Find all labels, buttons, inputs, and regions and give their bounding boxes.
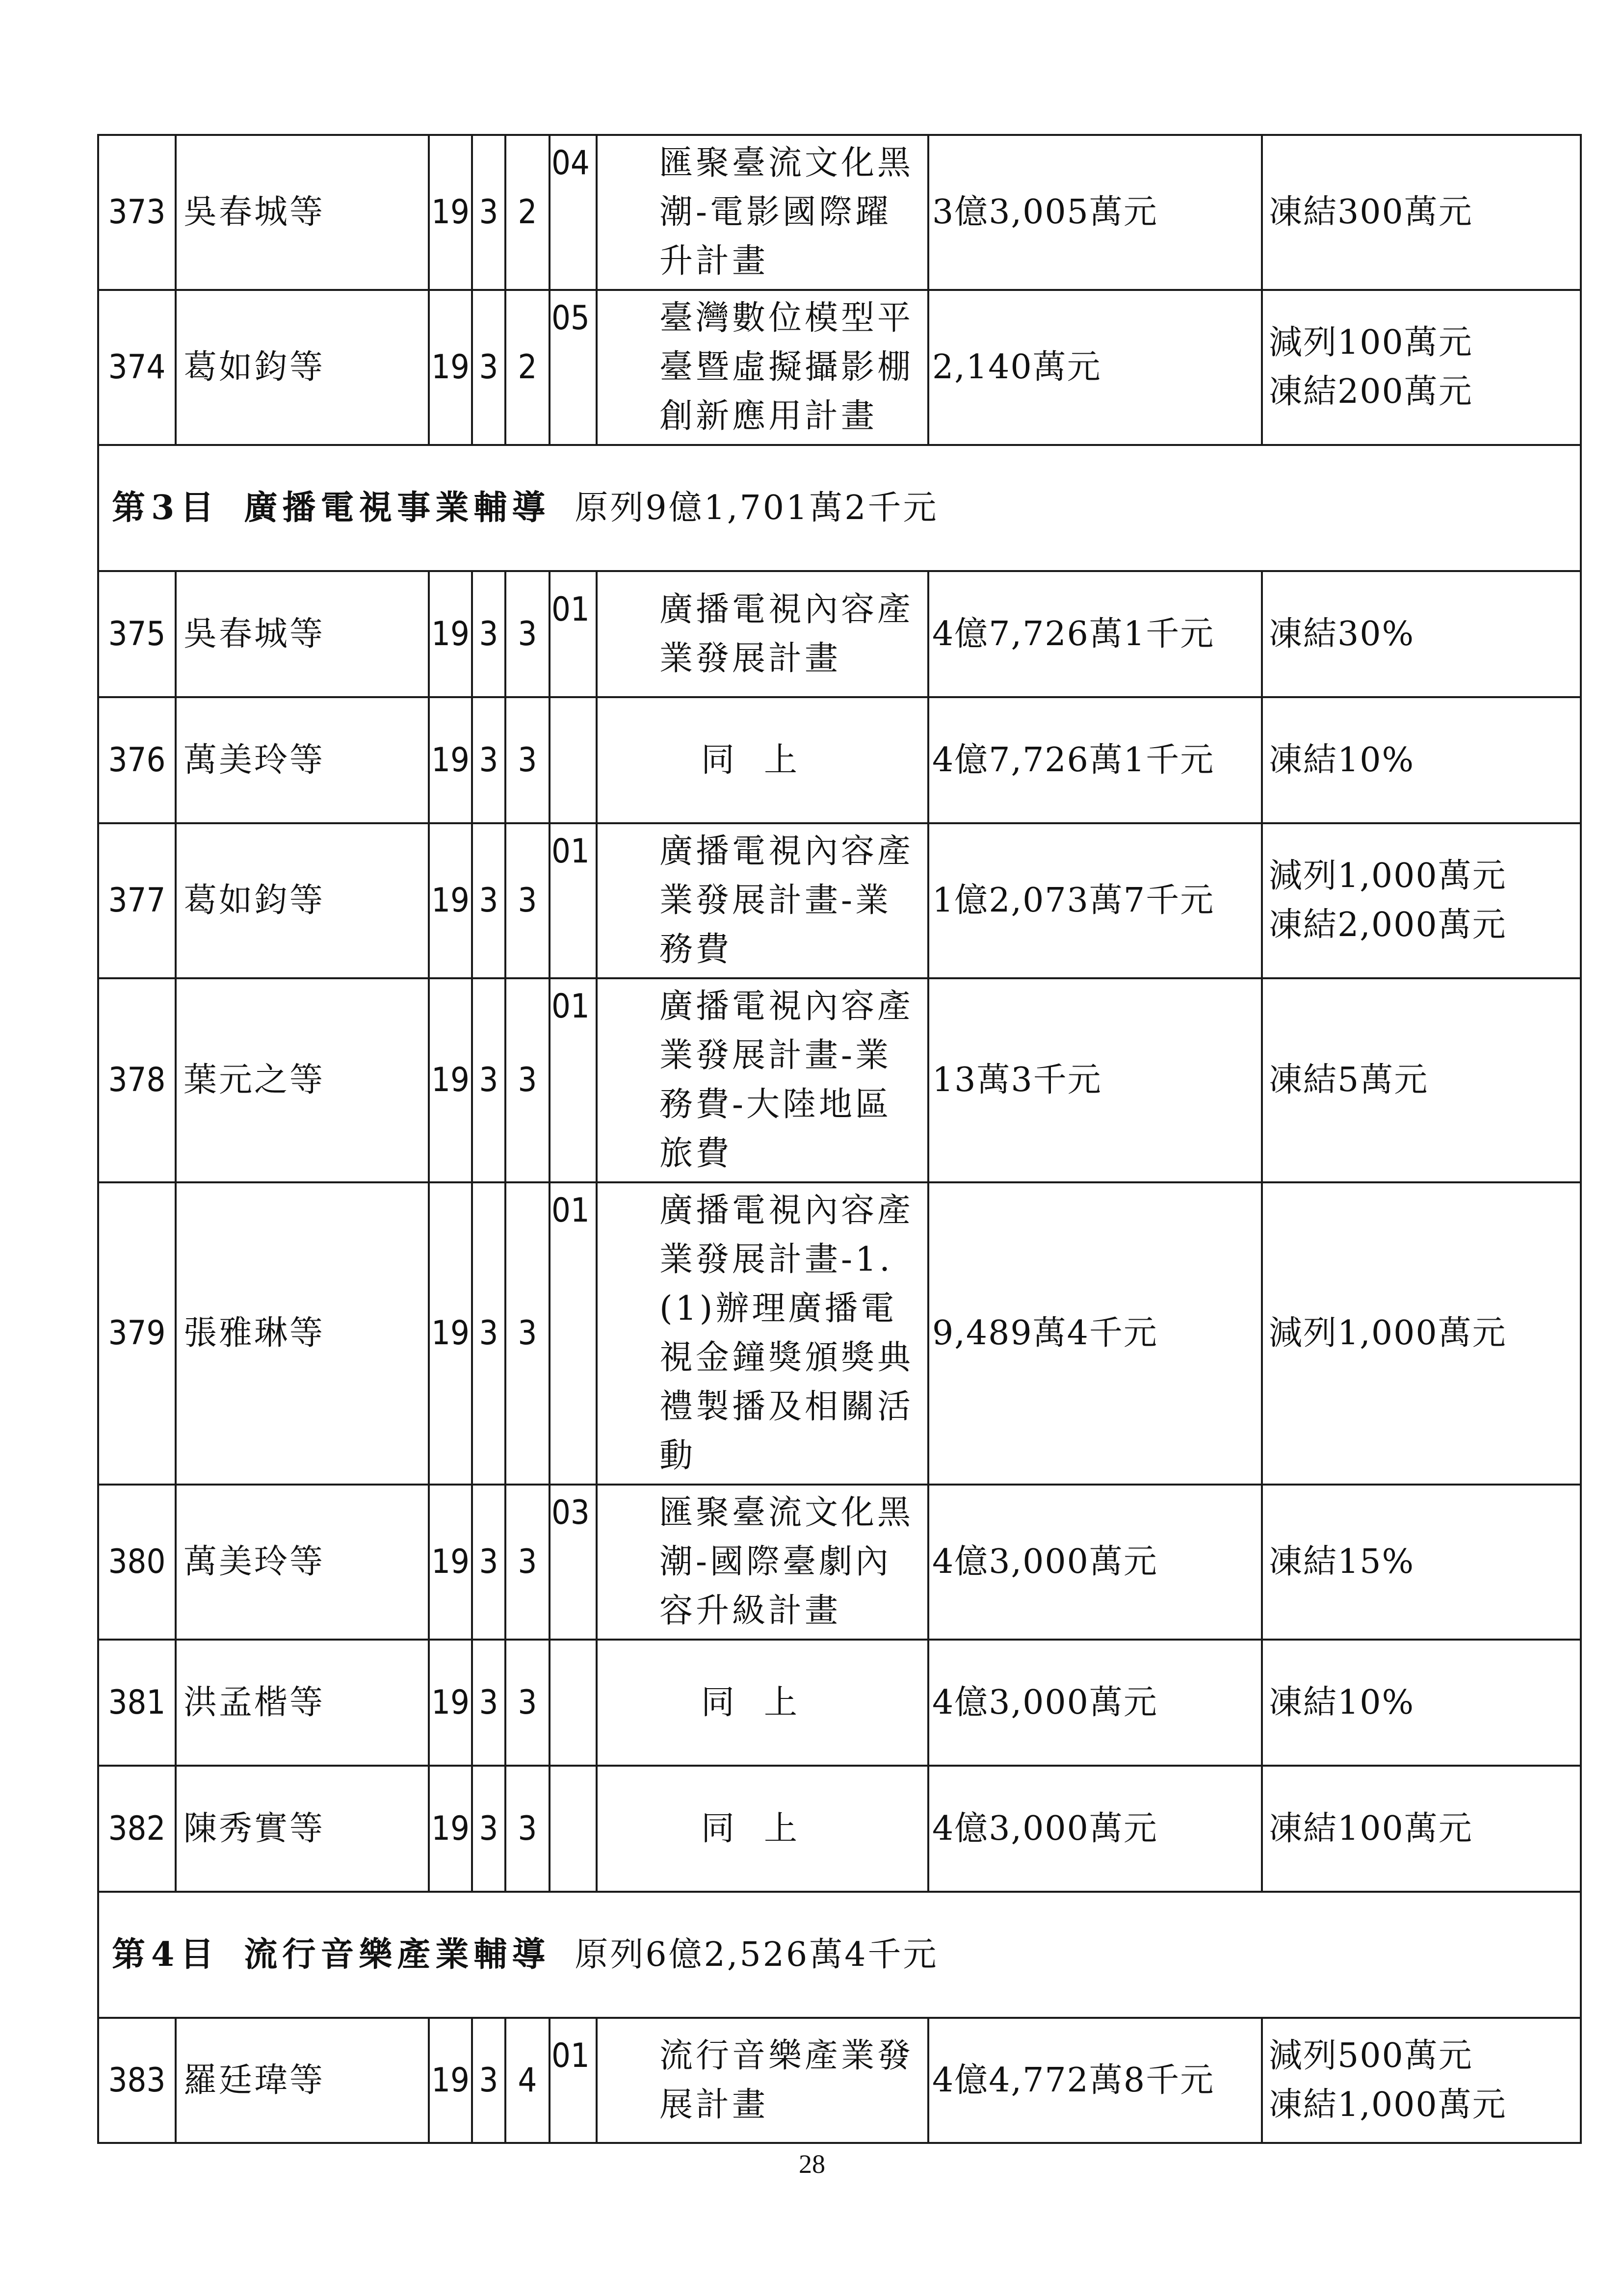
table-row [98, 290, 1581, 445]
proposal-number: 378 [98, 978, 176, 1182]
section-label: 第4目 [112, 1935, 220, 1974]
proposal-number: 380 [98, 1485, 176, 1640]
proposal-number: 376 [98, 697, 176, 823]
item-text: 流行音樂產業發展計畫 [659, 2036, 914, 2124]
proposer-name: 張雅琳等 [176, 1182, 429, 1485]
code-a: 19 [429, 823, 472, 978]
table-row [98, 135, 1581, 290]
action-line: 凍結100萬元 [1269, 1809, 1473, 1848]
code-b: 3 [472, 571, 505, 697]
action-line: 減列500萬元 [1269, 2036, 1473, 2075]
item-text: 廣播電視內容產業發展計畫-1.(1)辦理廣播電視金鐘獎頒獎典禮製播及相關活動 [659, 1191, 914, 1475]
item-code: 01 [551, 832, 590, 871]
section-original-amount: 原列6億2,526萬4千元 [575, 1935, 939, 1974]
budget-item [551, 823, 928, 978]
code-a: 19 [429, 290, 472, 445]
action-line: 凍結15% [1269, 1542, 1415, 1581]
item-code: 04 [551, 144, 590, 183]
item-text: 同上 [701, 740, 827, 780]
budget-item [551, 1485, 928, 1640]
proposal-number: 383 [98, 2018, 176, 2143]
code-b: 3 [472, 2018, 505, 2143]
table-row [98, 1766, 1581, 1892]
action-line: 凍結10% [1269, 740, 1415, 780]
table-row [98, 2018, 1581, 2143]
budget-amount: 4億7,726萬1千元 [928, 697, 1262, 823]
section-label: 第3目 [112, 488, 220, 527]
item-text: 廣播電視內容產業發展計畫 [659, 590, 914, 678]
code-a: 19 [429, 1182, 472, 1485]
item-code: 03 [551, 1493, 590, 1532]
action-line: 凍結200萬元 [1269, 372, 1473, 411]
code-c: 3 [505, 978, 550, 1182]
table-row [98, 823, 1581, 978]
proposed-action [1262, 1485, 1581, 1640]
budget-table [97, 134, 1582, 2144]
item-text: 同上 [701, 1683, 827, 1722]
proposed-action [1262, 1182, 1581, 1485]
budget-item [551, 290, 928, 445]
item-text: 廣播電視內容產業發展計畫-業務費 [659, 832, 914, 969]
proposed-action [1262, 571, 1581, 697]
budget-item [551, 571, 928, 697]
budget-item [551, 2018, 928, 2143]
code-c: 2 [505, 135, 550, 290]
budget-amount: 4億3,000萬元 [928, 1766, 1262, 1892]
action-line: 凍結10% [1269, 1683, 1415, 1722]
code-a: 19 [429, 1485, 472, 1640]
proposal-number: 377 [98, 823, 176, 978]
proposer-name: 萬美玲等 [176, 1485, 429, 1640]
action-line: 減列1,000萬元 [1269, 857, 1507, 895]
proposer-name: 陳秀實等 [176, 1766, 429, 1892]
item-text: 匯聚臺流文化黑潮-國際臺劇內容升級計畫 [659, 1493, 914, 1630]
item-code: 01 [551, 1191, 590, 1230]
section-original-amount: 原列9億1,701萬2千元 [575, 489, 939, 527]
budget-amount: 13萬3千元 [928, 978, 1262, 1182]
table-row [98, 978, 1581, 1182]
budget-amount: 1億2,073萬7千元 [928, 823, 1262, 978]
proposal-number: 381 [98, 1640, 176, 1766]
item-code: 01 [551, 2036, 590, 2075]
proposed-action [1262, 2018, 1581, 2143]
code-a: 19 [429, 697, 472, 823]
budget-item [597, 697, 928, 823]
proposer-name: 洪孟楷等 [176, 1640, 429, 1766]
budget-amount: 4億3,000萬元 [928, 1640, 1262, 1766]
item-code: 05 [551, 299, 590, 338]
code-a: 19 [429, 571, 472, 697]
code-a: 19 [429, 135, 472, 290]
code-c: 3 [505, 1485, 550, 1640]
code-a: 19 [429, 978, 472, 1182]
proposer-name: 葉元之等 [176, 978, 429, 1182]
action-line: 凍結5萬元 [1269, 1061, 1429, 1099]
code-a: 19 [429, 1766, 472, 1892]
budget-amount: 9,489萬4千元 [928, 1182, 1262, 1485]
code-d-empty [550, 1640, 597, 1766]
page-number: 28 [799, 2149, 825, 2179]
code-c: 3 [505, 571, 550, 697]
proposed-action [1262, 823, 1581, 978]
proposer-name: 葛如鈞等 [176, 290, 429, 445]
item-text: 同上 [701, 1809, 827, 1848]
proposed-action [1262, 1766, 1581, 1892]
proposal-number: 374 [98, 290, 176, 445]
code-c: 3 [505, 823, 550, 978]
budget-item [551, 1182, 928, 1485]
action-line: 減列100萬元 [1269, 323, 1473, 362]
proposed-action [1262, 978, 1581, 1182]
action-line: 凍結1,000萬元 [1269, 2085, 1507, 2124]
proposer-name: 羅廷瑋等 [176, 2018, 429, 2143]
table-row [98, 1182, 1581, 1485]
item-code: 01 [551, 987, 590, 1026]
table-row [98, 571, 1581, 697]
budget-amount: 2,140萬元 [928, 290, 1262, 445]
budget-item [597, 1766, 928, 1892]
code-b: 3 [472, 978, 505, 1182]
item-code: 01 [551, 590, 590, 629]
budget-amount: 3億3,005萬元 [928, 135, 1262, 290]
section-header [98, 445, 1581, 571]
code-b: 3 [472, 135, 505, 290]
code-b: 3 [472, 1485, 505, 1640]
item-text: 臺灣數位模型平臺暨虛擬攝影棚創新應用計畫 [659, 299, 914, 436]
proposal-number: 373 [98, 135, 176, 290]
budget-amount: 4億3,000萬元 [928, 1485, 1262, 1640]
table-row [98, 697, 1581, 823]
code-a: 19 [429, 2018, 472, 2143]
code-d-empty [550, 697, 597, 823]
code-d-empty [550, 1766, 597, 1892]
budget-amount: 4億7,726萬1千元 [928, 571, 1262, 697]
proposer-name: 葛如鈞等 [176, 823, 429, 978]
code-c: 3 [505, 1640, 550, 1766]
proposed-action [1262, 290, 1581, 445]
proposed-action [1262, 1640, 1581, 1766]
code-c: 3 [505, 1182, 550, 1485]
action-line: 凍結2,000萬元 [1269, 906, 1507, 944]
proposer-name: 吳春城等 [176, 135, 429, 290]
budget-amount: 4億4,772萬8千元 [928, 2018, 1262, 2143]
action-line: 減列1,000萬元 [1269, 1314, 1507, 1353]
code-c: 3 [505, 1766, 550, 1892]
budget-item [551, 135, 928, 290]
proposal-number: 382 [98, 1766, 176, 1892]
table-row [98, 1485, 1581, 1640]
item-text: 匯聚臺流文化黑潮-電影國際躍升計畫 [659, 144, 914, 281]
budget-item [597, 1640, 928, 1766]
code-b: 3 [472, 1640, 505, 1766]
section-header-row [98, 445, 1581, 571]
section-header [98, 1892, 1581, 2018]
section-title: 廣播電視事業輔導 [244, 488, 550, 527]
code-c: 3 [505, 697, 550, 823]
proposal-number: 375 [98, 571, 176, 697]
code-a: 19 [429, 1640, 472, 1766]
code-b: 3 [472, 1766, 505, 1892]
action-line: 凍結300萬元 [1269, 193, 1473, 232]
section-header-row [98, 1892, 1581, 2018]
code-b: 3 [472, 697, 505, 823]
code-b: 3 [472, 823, 505, 978]
code-b: 3 [472, 1182, 505, 1485]
proposer-name: 吳春城等 [176, 571, 429, 697]
proposer-name: 萬美玲等 [176, 697, 429, 823]
code-b: 3 [472, 290, 505, 445]
table-row [98, 1640, 1581, 1766]
proposed-action [1262, 697, 1581, 823]
proposed-action [1262, 135, 1581, 290]
item-text: 廣播電視內容產業發展計畫-業務費-大陸地區旅費 [659, 987, 914, 1173]
code-c: 4 [505, 2018, 550, 2143]
section-title: 流行音樂產業輔導 [244, 1935, 550, 1974]
proposal-number: 379 [98, 1182, 176, 1485]
code-c: 2 [505, 290, 550, 445]
action-line: 凍結30% [1269, 614, 1415, 653]
budget-item [551, 978, 928, 1182]
